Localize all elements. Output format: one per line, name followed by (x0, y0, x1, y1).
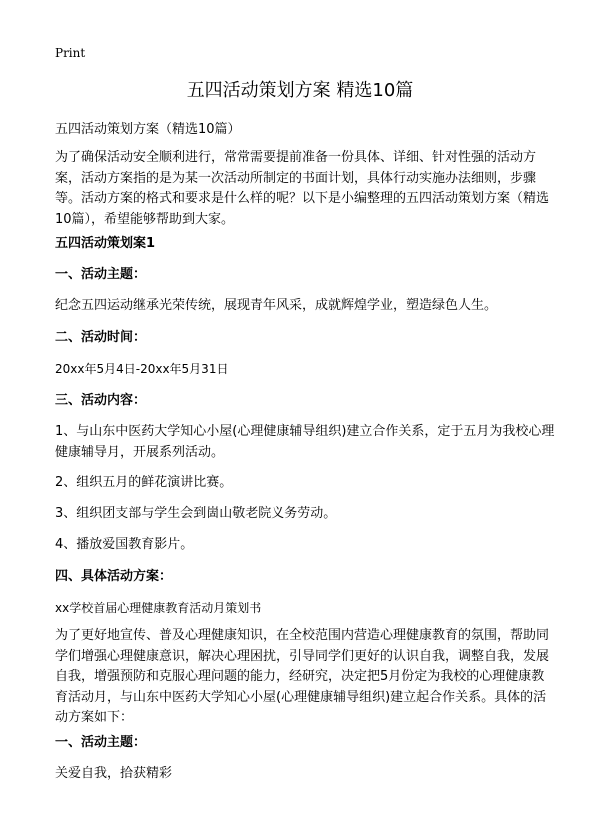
content-item-4: 4、播放爱国教育影片。 (55, 537, 194, 552)
print-link[interactable]: Print (55, 46, 86, 60)
theme-2-heading: 一、活动主题： (55, 735, 147, 750)
page-title: 五四活动策划方案 精选10篇 (186, 80, 414, 101)
content-item-2: 2、组织五月的鲜花演讲比赛。 (55, 475, 233, 490)
content-item-1: 1、与山东中医药大学知心小屋(心理健康辅导组织)建立合作关系，定于五月为我校心理健康辅导月，开展系列活动。 (55, 424, 555, 460)
intro-paragraph: 为了确保活动安全顺利进行，常常需要提前准备一份具体、详细、针对性强的活动方案，活动方案指的是为某一次活动所制定的书面计划，具体行动实施办法细则，步骤等。活动方案的格式和要求是什么样的呢？以下是小编整理的五四活动策划方案（精选10篇），希望能够帮助到大家。 (55, 150, 550, 227)
time-text: 20xx年5月4日-20xx年5月31日 (55, 362, 229, 376)
theme-2-text: 关爱自我，拾获精彩 (55, 766, 173, 781)
theme-text: 纪念五四运动继承光荣传统，展现青年风采，成就辉煌学业，塑造绿色人生。 (55, 298, 498, 313)
time-heading: 二、活动时间： (55, 330, 147, 345)
content-heading: 三、活动内容： (55, 393, 147, 408)
theme-heading: 一、活动主题： (55, 267, 147, 282)
plan-title: xx学校首届心理健康教育活动月策划书 (55, 601, 262, 615)
document-subtitle: 五四活动策划方案（精选10篇） (55, 122, 241, 137)
plan-paragraph: 为了更好地宣传、普及心理健康知识，在全校范围内营造心理健康教育的氛围，帮助同学们增强心理健康意识，解决心理困扰，引导同学们更好的认识自我，调整自我，发展自我，增强预防和克服心理问题的能力，经研究，决定把5月份定为我校的心理健康教育活动月，与山东中医药大学知心小屋(心理健康辅导组织)建立起合作关系。具体的活动方案如下： (55, 628, 550, 725)
content-item-3: 3、组织团支部与学生会到崮山敬老院义务劳动。 (55, 506, 337, 521)
plan-1-heading: 五四活动策划案1 (55, 236, 156, 251)
plan-heading: 四、具体活动方案： (55, 569, 173, 584)
